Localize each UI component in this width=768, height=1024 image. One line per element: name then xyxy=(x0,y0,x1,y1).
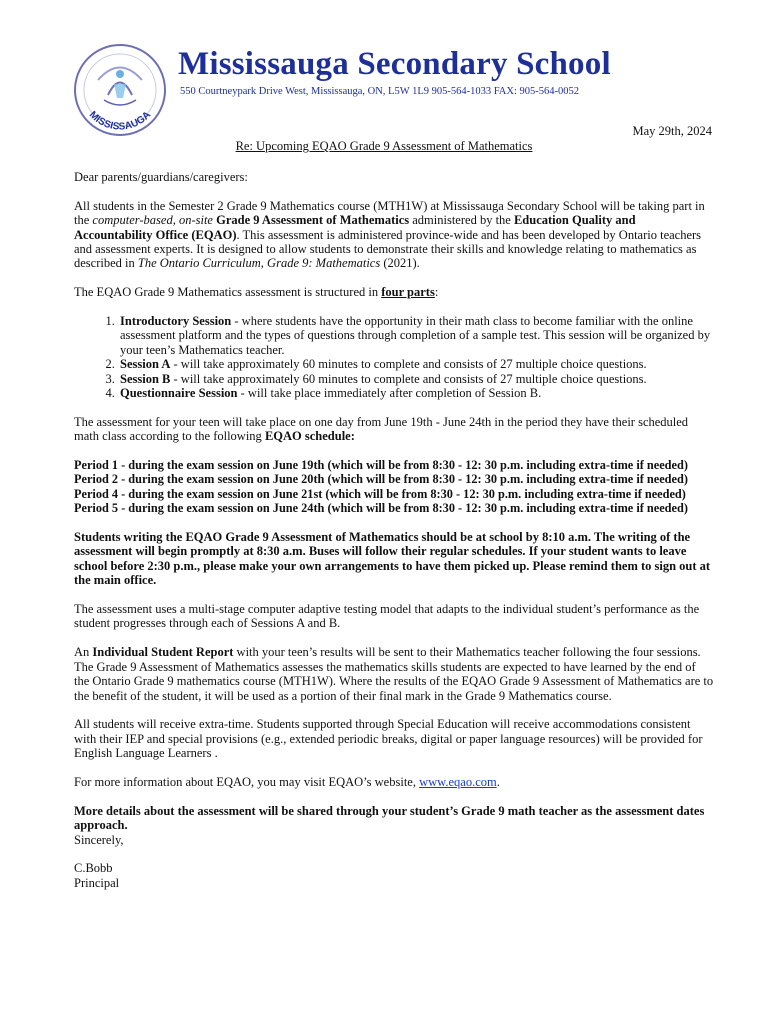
schedule-row: Period 5 - during the exam session on June 24th (which will be from 8:30 - 12: 30 p.m. including extra-time if needed) xyxy=(74,501,688,516)
parts-list xyxy=(74,314,714,400)
list-item: 2. Session A - will take approximately 60 minutes to complete and consists of 27 multiple choice questions. xyxy=(118,357,714,371)
closing-notice: More details about the assessment will be shared through your student’s Grade 9 math teacher as the assessment dates approach. xyxy=(74,803,705,833)
signoff: Sincerely, xyxy=(74,832,124,847)
letter-date: May 29th, 2024 xyxy=(632,124,712,138)
school-address: 550 Courtneypark Drive West, Mississauga, ON, L5W 1L9 905-564-1033 FAX: 905-564-0052 xyxy=(180,86,579,97)
list-item: 1. Introductory Session - where students have the opportunity in their math class to become familiar with the online assessment platform and the types of questions through completion of a sample test. This session will be organized by your teen’s Mathematics teacher. xyxy=(118,314,714,357)
eqao-website-link[interactable]: www.eqao.com xyxy=(419,774,497,789)
signature-block xyxy=(74,833,714,891)
letter-body xyxy=(74,170,714,890)
list-item: 3. Session B - will take approximately 60 minutes to complete and consists of 27 multiple choice questions. xyxy=(118,372,714,386)
letter-subject: Re: Upcoming EQAO Grade 9 Assessment of Mathematics xyxy=(235,139,533,153)
school-name: Mississauga Secondary School xyxy=(178,46,611,82)
extra-time-paragraph: All students will receive extra-time. Students supported through Special Education will receive accommodations consistent with their IEP and special provisions (e.g., extended periodic breaks, digital or paper language resources) will be provided for English Language Learners . xyxy=(74,717,703,761)
adaptive-paragraph: The assessment uses a multi-stage computer adaptive testing model that adapts to the individual student’s performance as the student progresses through each of Sessions A and B. xyxy=(74,602,700,631)
salutation: Dear parents/guardians/caregivers: xyxy=(74,170,248,184)
structure-paragraph: The EQAO Grade 9 Mathematics assessment is structured in four parts: xyxy=(74,285,439,300)
schedule-row: Period 1 - during the exam session on June 19th (which will be from 8:30 - 12: 30 p.m. including extra-time if needed) xyxy=(74,458,688,473)
signer-name: C.Bobb xyxy=(74,861,113,876)
more-info-paragraph: For more information about EQAO, you may visit EQAO’s website, www.eqao.com. xyxy=(74,774,500,789)
logo-text: MISSISSAUGA xyxy=(86,109,154,133)
schedule-row: Period 4 - during the exam session on June 21st (which will be from 8:30 - 12: 30 p.m. including extra-time if needed) xyxy=(74,486,686,501)
schedule-row: Period 2 - during the exam session on June 20th (which will be from 8:30 - 12: 30 p.m. including extra-time if needed) xyxy=(74,472,688,487)
report-paragraph: An Individual Student Report with your teen’s results will be sent to their Mathematics teacher following the four sessions. The Grade 9 Assessment of Mathematics assesses the mathematics skills students are expected to have learned by the end of the Ontario Grade 9 mathematics course (MTH1W). Where the results of the EQAO Grade 9 Assessment of Mathematics are to the benefit of the student, it will be used as a portion of their final mark in the Grade 9 Mathematics course. xyxy=(74,645,714,703)
exam-schedule xyxy=(74,458,714,516)
signer-title: Principal xyxy=(74,875,120,890)
school-logo xyxy=(68,40,172,140)
intro-paragraph: All students in the Semester 2 Grade 9 Mathematics course (MTH1W) at Mississauga Secondary School will be taking part in the computer-based, on-site Grade 9 Assessment of Mathematics administered by the Education Quality and Accountability Office (EQAO). This assessment is administered province-wide and has been developed by Ontario teachers and assessment experts. It is designed to allow students to demonstrate their skills and knowledge relating to mathematics as described in The Ontario Curriculum, Grade 9: Mathematics (2021). xyxy=(74,198,705,271)
assessment-day-paragraph: The assessment for your teen will take place on one day from June 19th - June 24th in the period they have their scheduled math class according to the following EQAO schedule: xyxy=(74,414,689,444)
arrival-notice: Students writing the EQAO Grade 9 Assessment of Mathematics should be at school by 8:10 a.m. The writing of the assessment will begin promptly at 8:30 a.m. Buses will follow their regular schedules. If your student wants to leave school before 2:30 p.m., please make your own arrangements to have them picked up. Please remind them to sign out at the main office. xyxy=(74,530,711,588)
list-item: 4. Questionnaire Session - will take place immediately after completion of Session B. xyxy=(118,386,714,400)
